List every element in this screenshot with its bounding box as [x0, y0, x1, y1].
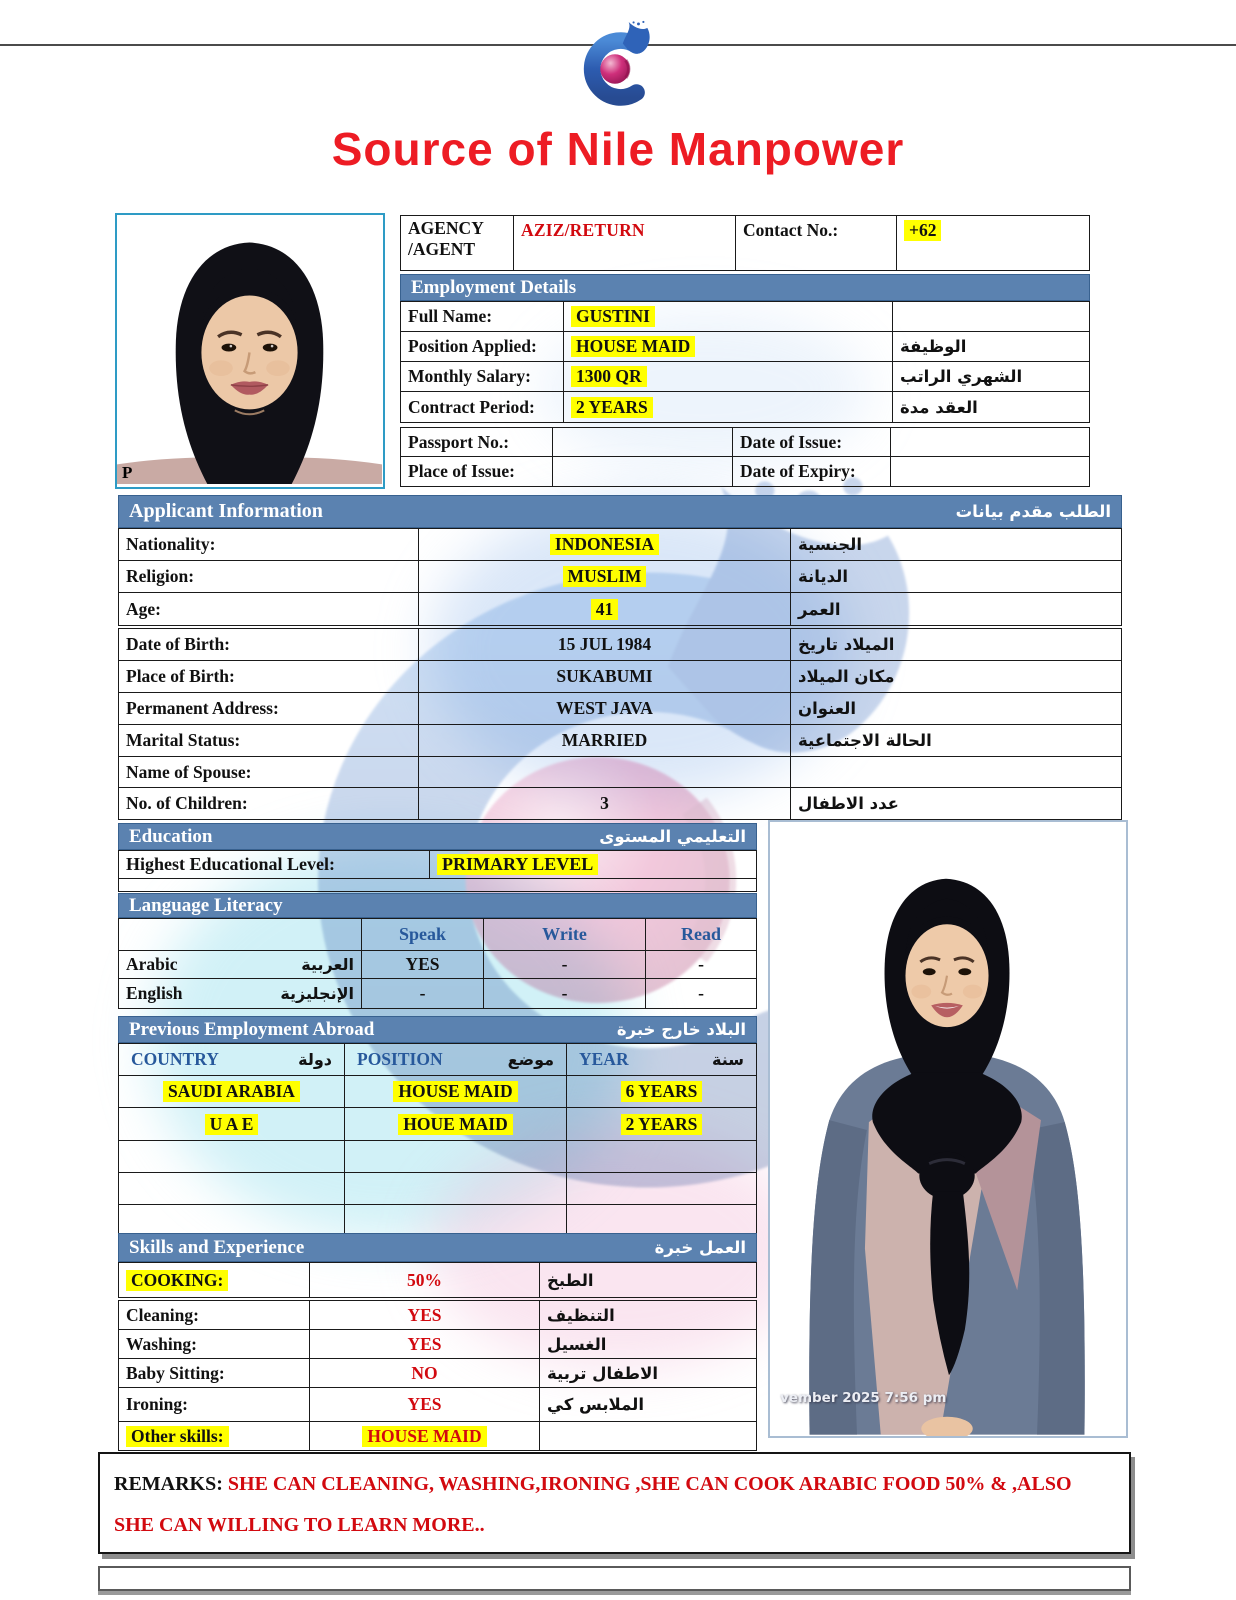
remarks-label: REMARKS: — [114, 1473, 223, 1495]
year-value: 2 YEARS — [621, 1114, 703, 1135]
applicant-table-bottom — [118, 628, 1122, 820]
skill-label: Other skills: — [126, 1426, 229, 1447]
col-read: Read — [681, 924, 721, 944]
skill-value: HOUSE MAID — [362, 1426, 486, 1447]
row-nationality — [119, 529, 1121, 561]
field-label: No. of Children: — [119, 788, 419, 819]
country-value — [119, 1141, 345, 1172]
field-label-ar: الحالة الاجتماعية — [798, 731, 932, 750]
prev-employment-header-row — [119, 1044, 756, 1076]
col-speak: Speak — [362, 919, 484, 950]
passport-photo — [115, 213, 385, 489]
skills-table-top — [118, 1262, 757, 1298]
field-value — [891, 428, 1089, 456]
skill-value: YES — [310, 1388, 540, 1421]
row-education-level — [119, 851, 756, 879]
prev-employment-row — [119, 1141, 756, 1173]
prev-employment-table — [118, 1043, 757, 1235]
country-value: U A E — [205, 1114, 259, 1135]
row-permanent-address — [119, 693, 1121, 725]
row-arabic-literacy — [119, 951, 756, 979]
position-value: HOUE MAID — [398, 1114, 513, 1135]
field-value: GUSTINI — [564, 302, 893, 331]
row-ironing — [119, 1388, 756, 1422]
contact-label: Contact No.: — [736, 216, 897, 270]
field-label: Monthly Salary: — [401, 362, 564, 391]
row-place-of-birth — [119, 661, 1121, 693]
skill-label: Cleaning: — [119, 1301, 310, 1329]
col-write: Write — [484, 919, 646, 950]
field-value: 3 — [419, 788, 791, 819]
field-label-ar: الوظيفة — [900, 337, 967, 356]
field-label-ar: الديانة — [798, 567, 848, 586]
col-position-ar: موضع — [507, 1050, 554, 1069]
passport-photo-illustration — [117, 215, 382, 486]
section-header-prev-employment: Previous Employment Abroad البلاد خارج خبرة — [118, 1016, 757, 1043]
section-header-skills: Skills and Experience العمل خبرة — [118, 1233, 757, 1262]
write-value: - — [484, 979, 646, 1008]
position-value: HOUSE MAID — [393, 1081, 517, 1102]
passport-table — [400, 427, 1090, 487]
year-value — [567, 1205, 756, 1234]
skill-value: NO — [310, 1359, 540, 1387]
field-label: Name of Spouse: — [119, 757, 419, 787]
prev-employment-row — [119, 1205, 756, 1234]
photo-corner-letter: P — [122, 463, 133, 482]
row-baby-sitting — [119, 1359, 756, 1388]
language-label-ar: الإنجليزية — [280, 984, 354, 1003]
field-label-ar: الشهري الراتب — [900, 367, 1023, 386]
remarks-text: REMARKS: SHE CAN CLEANING, WASHING,IRONING ,SHE CAN COOK ARABIC FOOD 50% & ,ALSO SHE CAN WILLING TO LEARN MORE.. — [114, 1473, 1072, 1536]
language-label: English — [126, 983, 183, 1003]
col-year: YEAR — [579, 1049, 629, 1069]
field-value: MUSLIM — [419, 561, 791, 592]
row-name-of-spouse — [119, 757, 1121, 788]
speak-value: - — [362, 979, 484, 1008]
language-label-ar: العربية — [301, 955, 354, 974]
field-value: 15 JUL 1984 — [419, 629, 791, 660]
row-other-skills — [119, 1422, 756, 1450]
prev-employment-row — [119, 1108, 756, 1141]
agency-row — [401, 216, 1089, 270]
skill-label-ar — [540, 1422, 756, 1450]
field-label-ar: العنوان — [798, 699, 856, 718]
read-value: - — [698, 954, 704, 974]
field-value — [553, 428, 733, 456]
country-value — [119, 1205, 345, 1234]
field-label-ar: العقد مدة — [900, 397, 978, 417]
applicant-photo — [768, 820, 1128, 1438]
col-country: COUNTRY — [131, 1049, 219, 1069]
bottom-strip — [98, 1566, 1131, 1591]
row-marital-status — [119, 725, 1121, 757]
skill-label-ar: الطبخ — [547, 1270, 594, 1290]
skill-label-ar: الملابس كي — [547, 1395, 644, 1414]
field-value: 41 — [419, 593, 791, 625]
position-value — [345, 1173, 567, 1204]
field-value — [553, 457, 733, 486]
row-full-name — [401, 302, 1089, 332]
field-value — [891, 457, 1089, 486]
field-label: Marital Status: — [119, 725, 419, 756]
skill-label: Ironing: — [119, 1388, 310, 1421]
employment-table — [400, 301, 1090, 423]
skill-label-ar: التنظيف — [547, 1305, 615, 1325]
section-header-applicant: Applicant Information الطلب مقدم بيانات — [118, 495, 1122, 528]
skill-label: Baby Sitting: — [119, 1359, 310, 1387]
field-value: PRIMARY LEVEL — [430, 851, 756, 878]
row-position-applied — [401, 332, 1089, 362]
year-value — [567, 1173, 756, 1204]
education-table — [118, 850, 757, 892]
field-label: Highest Educational Level: — [119, 851, 430, 878]
field-label: Permanent Address: — [119, 693, 419, 724]
agency-label: AGENCY /AGENT — [401, 216, 514, 270]
field-label: Nationality: — [119, 529, 419, 560]
row-religion — [119, 561, 1121, 593]
section-header-employment: Employment Details — [400, 274, 1090, 301]
row-age — [119, 593, 1121, 625]
applicant-photo-illustration — [770, 822, 1126, 1436]
row-contract-period — [401, 392, 1089, 422]
field-value: 2 YEARS — [564, 392, 893, 422]
remarks-box — [98, 1452, 1131, 1554]
row-place-of-issue — [401, 457, 1089, 486]
field-label-ar: العمر — [798, 599, 841, 619]
year-value — [567, 1141, 756, 1172]
row-date-of-birth — [119, 629, 1121, 661]
read-value: - — [698, 983, 704, 1003]
section-header-language: Language Literacy — [118, 893, 757, 918]
skills-table-bottom — [118, 1300, 757, 1451]
country-value: SAUDI ARABIA — [163, 1081, 300, 1102]
skill-value: 50% — [310, 1263, 540, 1297]
field-label: Date of Birth: — [119, 629, 419, 660]
applicant-table-top — [118, 528, 1122, 626]
field-label: Passport No.: — [401, 428, 553, 456]
section-header-education: Education التعليمي المستوى — [118, 823, 757, 850]
row-washing — [119, 1330, 756, 1359]
field-value — [419, 757, 791, 787]
field-label: Contract Period: — [401, 392, 564, 422]
write-value: - — [484, 951, 646, 978]
prev-employment-row — [119, 1173, 756, 1205]
skill-label: Washing: — [119, 1330, 310, 1358]
field-label-ar — [893, 302, 1089, 331]
field-value: MARRIED — [419, 725, 791, 756]
skill-label: COOKING: — [126, 1270, 228, 1291]
row-english-literacy — [119, 979, 756, 1008]
field-label-ar: مكان الميلاد — [798, 667, 895, 686]
education-empty-row — [119, 879, 756, 891]
field-label-ar: الميلاد تاريخ — [798, 635, 895, 654]
photo-timestamp: vember 2025 7:56 pm — [780, 1390, 947, 1406]
contact-value: +62 — [897, 216, 1089, 270]
field-label: Place of Birth: — [119, 661, 419, 692]
skill-label-ar: الغسيل — [547, 1334, 607, 1354]
language-header-row — [119, 919, 756, 951]
field-label-ar — [791, 757, 1121, 787]
field-label: Date of Expiry: — [733, 457, 891, 486]
field-value: INDONESIA — [419, 529, 791, 560]
language-label: Arabic — [126, 954, 178, 974]
row-cleaning — [119, 1301, 756, 1330]
field-label: Religion: — [119, 561, 419, 592]
field-label-ar: عدد الاطفال — [798, 794, 899, 813]
field-value: 1300 QR — [564, 362, 893, 391]
country-value — [119, 1173, 345, 1204]
row-passport-no — [401, 428, 1089, 457]
field-label: Age: — [119, 593, 419, 625]
skill-value: YES — [310, 1330, 540, 1358]
prev-employment-row — [119, 1076, 756, 1108]
agency-table — [400, 215, 1090, 271]
skill-label-ar: الاطفال تربية — [547, 1363, 659, 1383]
field-value: WEST JAVA — [419, 693, 791, 724]
row-monthly-salary — [401, 362, 1089, 392]
field-label: Date of Issue: — [733, 428, 891, 456]
field-value: HOUSE MAID — [564, 332, 893, 361]
page-title: Source of Nile Manpower — [331, 123, 905, 175]
agency-value: AZIZ/RETURN — [514, 216, 736, 270]
skill-value: YES — [310, 1301, 540, 1329]
col-position: POSITION — [357, 1049, 443, 1069]
language-table — [118, 918, 757, 1009]
col-year-ar: سنة — [712, 1050, 744, 1069]
field-label: Full Name: — [401, 302, 564, 331]
field-label-ar: الجنسية — [798, 535, 863, 554]
position-value — [345, 1205, 567, 1234]
company-logo-icon — [538, 20, 688, 118]
col-country-ar: دولة — [298, 1050, 332, 1069]
speak-value: YES — [362, 951, 484, 978]
field-label: Position Applied: — [401, 332, 564, 361]
field-label: Place of Issue: — [401, 457, 553, 486]
position-value — [345, 1141, 567, 1172]
year-value: 6 YEARS — [621, 1081, 703, 1102]
field-value: SUKABUMI — [419, 661, 791, 692]
row-no-of-children — [119, 788, 1121, 819]
row-cooking — [119, 1263, 756, 1297]
